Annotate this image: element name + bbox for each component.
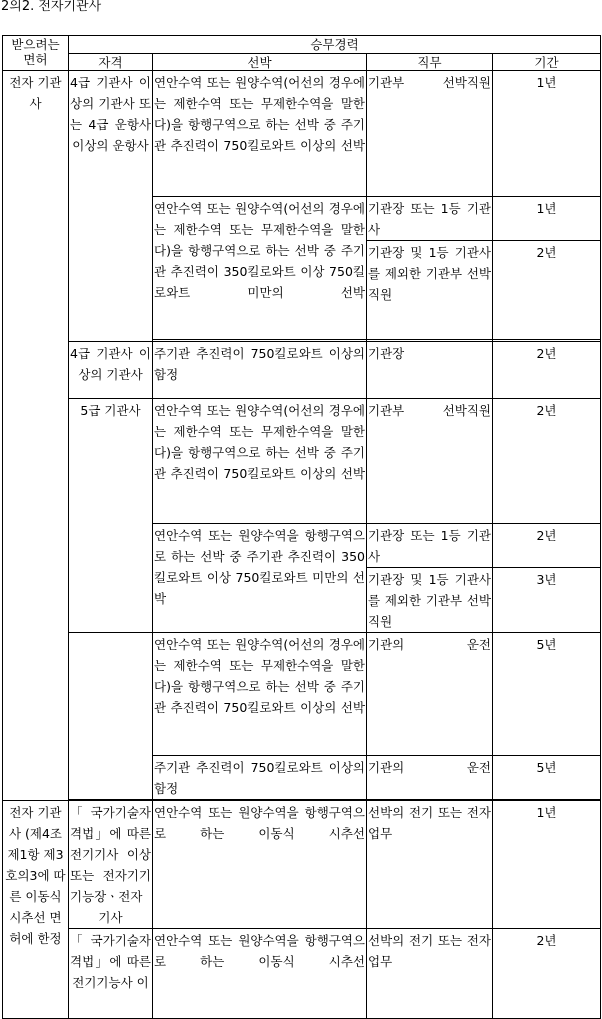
- license-cell: 전자 기관사 (제4조 제1항 제3호의3에 따른 이동식 시추선 면허에 한정: [3, 801, 69, 1019]
- duty-cell: 기관장 및 1등 기관사를 제외한 기관부 선박직원: [367, 241, 493, 340]
- duty-cell: 기관장 및 1등 기관사를 제외한 기관부 선박직원: [367, 568, 493, 633]
- table-row: [3, 342, 601, 399]
- section-title: 2의2. 전자기관사: [1, 0, 102, 14]
- period-cell: 1년: [493, 801, 601, 929]
- vessel-cell: 연안수역 또는 원양수역(어선의 경우에는 제한수역 또는 무제한수역을 말한다)을 항행구역으로 하는 선박 중 주기관 추진력이 750킬로와트 이상의 선박: [153, 71, 367, 197]
- vessel-cell: 주기관 추진력이 750킬로와트 이상의 함정: [153, 756, 367, 800]
- duty-cell: 기관부 선박직원: [367, 71, 493, 197]
- header-duty: 직무: [367, 54, 493, 71]
- period-cell: 2년: [493, 342, 601, 399]
- qualification-cell: 「국가기술자격법」에 따른 전기기능사 이: [69, 929, 153, 1019]
- table-row: [3, 71, 601, 197]
- period-cell: 2년: [493, 399, 601, 524]
- vessel-cell: 연안수역 또는 원양수역(어선의 경우에는 제한수역 또는 무제한수역을 말한다)을 항행구역으로 하는 선박 중 주기관 추진력이 750킬로와트 이상의 선박: [153, 633, 367, 756]
- duty-cell: 선박의 전기 또는 전자 업무: [367, 801, 493, 929]
- period-cell: 5년: [493, 633, 601, 756]
- period-cell: 2년: [493, 929, 601, 1019]
- header-qualification: 자격: [69, 54, 153, 71]
- qualification-cell: [69, 633, 153, 800]
- duty-cell: 기관장 또는 1등 기관사: [367, 197, 493, 241]
- header-service-career: 승무경력: [69, 36, 601, 54]
- period-cell: 2년: [493, 241, 601, 340]
- duty-cell: 기관부 선박직원: [367, 399, 493, 524]
- duty-cell: 기관장: [367, 342, 493, 399]
- vessel-cell: 연안수역 또는 원양수역을 항행구역으로 하는 선박 중 주기관 추진력이 350킬로와트 이상 750킬로와트 미만의 선박: [153, 524, 367, 633]
- period-cell: 1년: [493, 71, 601, 197]
- table-row: [3, 801, 601, 929]
- vessel-cell: 연안수역 또는 원양수역(어선의 경우에는 제한수역 또는 무제한수역을 말한다)을 항행구역으로 하는 선박 중 주기관 추진력이 350킬로와트 이상 750킬로와트 미만의 선박: [153, 197, 367, 340]
- table-row: [3, 929, 601, 1019]
- qualification-cell: 4급 기관사 이상의 기관사 또는 4급 운항사 이상의 운항사: [69, 71, 153, 342]
- license-cell: 전자 기관사: [3, 71, 69, 801]
- career-requirements-table: [2, 35, 601, 1019]
- vessel-cell: 연안수역 또는 원양수역을 항행구역으로 하는 이동식 시추선: [153, 801, 367, 929]
- header-vessel: 선박: [153, 54, 367, 71]
- header-license: 받으려는 면허: [3, 36, 69, 71]
- duty-cell: 기관의 운전: [367, 633, 493, 756]
- vessel-cell: 주기관 추진력이 750킬로와트 이상의 함정: [153, 342, 367, 399]
- period-cell: 3년: [493, 568, 601, 633]
- table-row: [3, 399, 601, 524]
- vessel-cell: 연안수역 또는 원양수역(어선의 경우에는 제한수역 또는 무제한수역을 말한다)을 항행구역으로 하는 선박 중 주기관 추진력이 750킬로와트 이상의 선박: [153, 399, 367, 524]
- period-cell: 1년: [493, 197, 601, 241]
- period-cell: 5년: [493, 756, 601, 800]
- vessel-cell: 연안수역 또는 원양수역을 항행구역으로 하는 이동식 시추선: [153, 929, 367, 1019]
- qualification-cell: 5급 기관사: [69, 399, 153, 633]
- duty-cell: 기관장 또는 1등 기관사: [367, 524, 493, 568]
- qualification-cell: 「국가기술자격법」에 따른 전기기사 이상 또는 전자기기 기능장ㆍ전자기사: [69, 801, 153, 929]
- duty-cell: 기관의 운전: [367, 756, 493, 800]
- duty-cell: 선박의 전기 또는 전자 업무: [367, 929, 493, 1019]
- table-row: [3, 633, 601, 756]
- qualification-cell: 4급 기관사 이상의 기관사: [69, 342, 153, 399]
- period-cell: 2년: [493, 524, 601, 568]
- header-period: 기간: [493, 54, 601, 71]
